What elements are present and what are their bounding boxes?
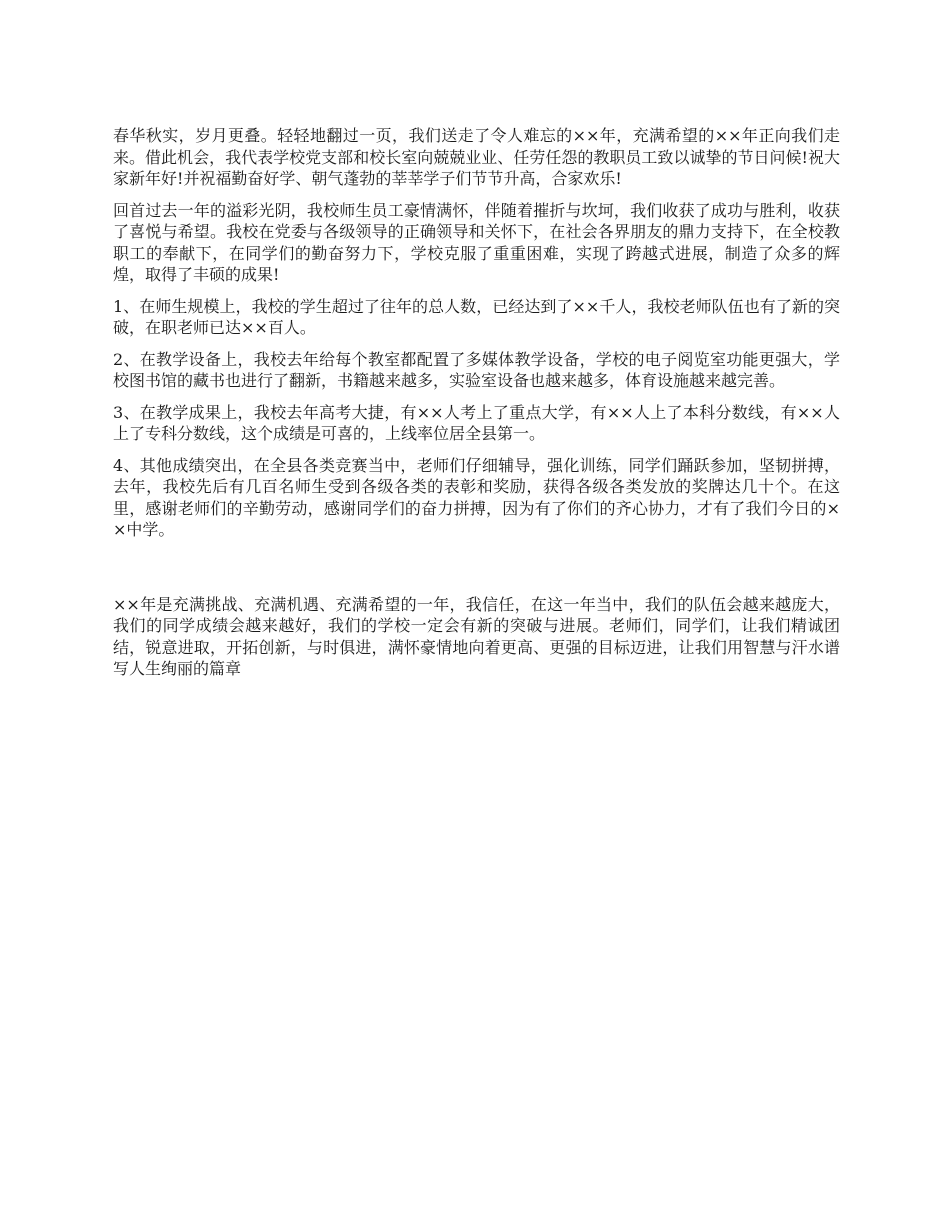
document-body	[113, 125, 840, 690]
paragraph-item-3: 3、在教学成果上，我校去年高考大捷，有××人考上了重点大学，有××人上了本科分数线，有××人上了专科分数线，这个成绩是可喜的，上线率位居全县第一。	[113, 402, 840, 443]
paragraph-item-4: 4、其他成绩突出，在全县各类竞赛当中，老师们仔细辅导，强化训练，同学们踊跃参加，坚韧拼搏，去年，我校先后有几百名师生受到各级各类的表彰和奖励，获得各级各类发放的奖牌达几十个。在这里，感谢老师们的辛勤劳动，感谢同学们的奋力拼搏，因为有了你们的齐心协力，才有了我们今日的××中学。	[113, 455, 840, 539]
paragraph-item-2: 2、在教学设备上，我校去年给每个教室都配置了多媒体教学设备，学校的电子阅览室功能更强大，学校图书馆的藏书也进行了翻新，书籍越来越多，实验室设备也越来越多，体育设施越来越完善。	[113, 349, 840, 390]
paragraph-greeting: 春华秋实，岁月更叠。轻轻地翻过一页，我们送走了令人难忘的××年，充满希望的××年正向我们走来。借此机会，我代表学校党支部和校长室向兢兢业业、任劳任怨的教职员工致以诚挚的节日问候!祝大家新年好!并祝福勤奋好学、朝气蓬勃的莘莘学子们节节升高，合家欢乐!	[113, 126, 840, 188]
paragraph-closing: ××年是充满挑战、充满机遇、充满希望的一年，我信任，在这一年当中，我们的队伍会越来越庞大，我们的同学成绩会越来越好，我们的学校一定会有新的突破与进展。老师们，同学们，让我们精诚团结，锐意进取，开拓创新，与时俱进，满怀豪情地向着更高、更强的目标迈进，让我们用智慧与汗水谱写人生绚丽的篇章	[113, 594, 840, 678]
paragraph-review: 回首过去一年的溢彩光阴，我校师生员工豪情满怀，伴随着摧折与坎坷，我们收获了成功与胜利，收获了喜悦与希望。我校在党委与各级领导的正确领导和关怀下，在社会各界朋友的鼎力支持下，在全校教职工的奉献下，在同学们的勤奋努力下，学校克服了重重困难，实现了跨越式进展，制造了众多的辉煌，取得了丰硕的成果!	[113, 200, 840, 284]
paragraph-item-1: 1、在师生规模上，我校的学生超过了往年的总人数，已经达到了××千人，我校老师队伍也有了新的突破，在职老师已达××百人。	[113, 296, 840, 337]
